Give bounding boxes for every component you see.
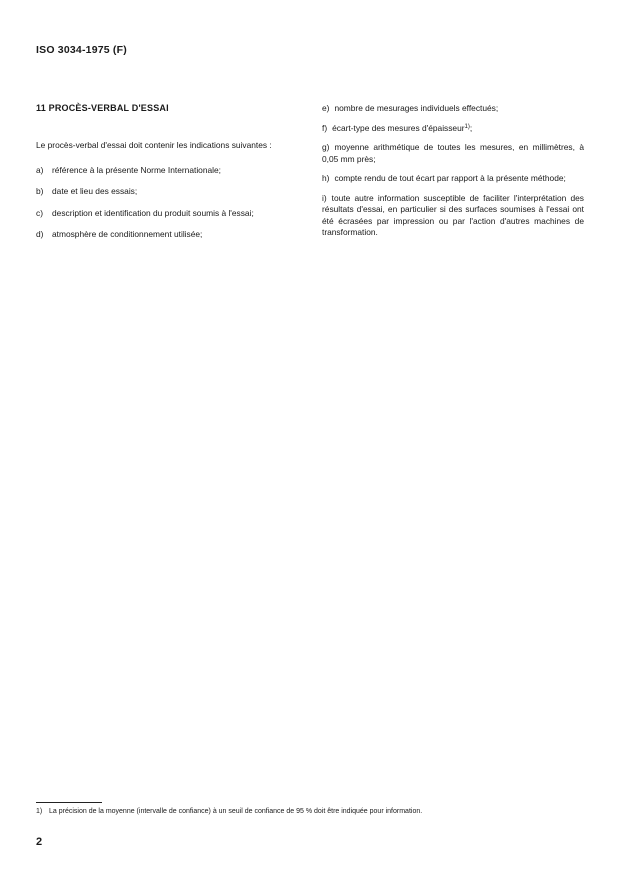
- list-item-i: [322, 193, 584, 239]
- item-label: d): [36, 229, 44, 239]
- item-label: b): [36, 186, 44, 196]
- document-id: ISO 3034-1975 (F): [36, 44, 127, 56]
- item-label: i): [322, 192, 327, 203]
- list-item-c: [36, 208, 286, 220]
- list-item-e: [322, 103, 584, 115]
- list-item-h: [322, 173, 584, 185]
- item-text: nombre de mesurages individuels effectués;: [334, 103, 499, 113]
- item-text: atmosphère de conditionnement utilisée;: [52, 229, 203, 239]
- item-text: moyenne arithmétique de toutes les mesures, en millimètres, à 0,05 mm près;: [322, 142, 584, 164]
- footnote-reference: 1): [464, 123, 470, 130]
- item-label: f): [322, 122, 328, 133]
- right-column: [322, 103, 584, 247]
- section-title: 11 PROCÈS-VERBAL D'ESSAI: [36, 103, 169, 113]
- item-suffix: ;: [469, 122, 473, 133]
- footnote-label: 1): [36, 808, 43, 815]
- item-text: date et lieu des essais;: [52, 186, 138, 196]
- item-text: référence à la présente Norme Internationale;: [52, 164, 221, 175]
- footnote: [36, 807, 596, 816]
- item-label: e): [322, 103, 330, 113]
- item-text: compte rendu de tout écart par rapport à la présente méthode;: [334, 173, 566, 183]
- section-intro: Le procès-verbal d'essai doit contenir les indications suivantes :: [36, 140, 272, 150]
- item-text: écart-type des mesures d'épaisseur: [332, 122, 465, 133]
- footnote-divider: [36, 802, 102, 803]
- list-item-d: [36, 229, 286, 241]
- list-item-b: [36, 186, 286, 198]
- item-label: a): [36, 164, 44, 175]
- list-item-g: [322, 142, 584, 165]
- left-column: [36, 103, 286, 251]
- list-item-f: [322, 123, 584, 135]
- item-label: h): [322, 173, 330, 183]
- footnote-text: La précision de la moyenne (intervalle de confiance) à un seuil de confiance de 95 % doit être indiquée pour information.: [49, 808, 423, 815]
- item-text: description et identification du produit soumis à l'essai;: [52, 207, 254, 218]
- item-label: c): [36, 207, 43, 218]
- item-text: toute autre information susceptible de faciliter l'interprétation des résultats d'essai, en particulier si des surfaces soumises à l'essai ont été écrasées par impression ou par l'action d'autres machines de transformation.: [322, 192, 584, 237]
- item-label: g): [322, 142, 330, 152]
- page-number: 2: [36, 836, 43, 848]
- list-item-a: [36, 165, 286, 177]
